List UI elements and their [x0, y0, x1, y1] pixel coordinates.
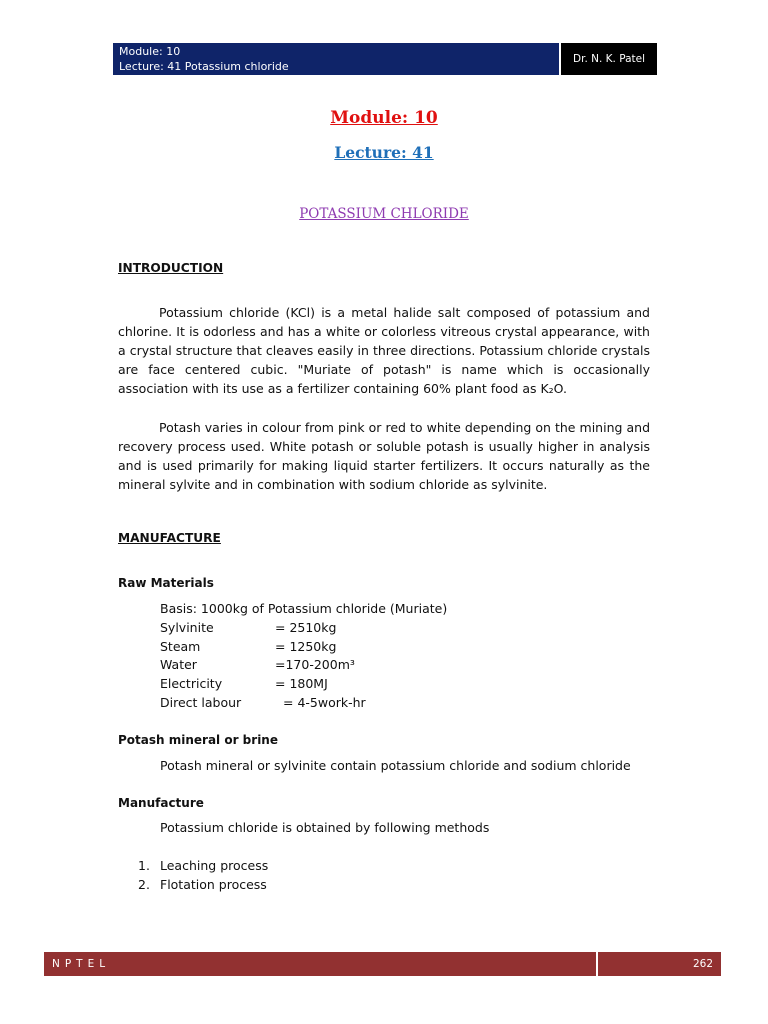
- header-module-line: Module: 10: [119, 45, 181, 58]
- module-title: Module: 10: [330, 108, 438, 128]
- header-lecture-line: Lecture: 41 Potassium chloride: [119, 60, 289, 73]
- intro-paragraph-2: Potash varies in colour from pink or red to white depending on the mining and recovery process used. White potash or soluble potash is usually higher in analysis and is used primarily for making liquid starter fertilizers. It occurs naturally as the mineral sylvite and in combination with sodium chloride as sylvinite.: [118, 420, 650, 492]
- page-number: 262: [692, 958, 713, 970]
- intro-paragraph-1: Potassium chloride (KCl) is a metal halide salt composed of potassium and chlorine. It is odorless and has a white or colorless vitreous crystal appearance, with a crystal structure that cleaves easily in three directions. Potassium chloride crystals are face centered cubic. "Muriate of potash" is name which is occasionally association with its use as a fertilizer containing 60% plant food as K₂O.: [118, 305, 650, 396]
- introduction-heading: INTRODUCTION: [118, 261, 224, 275]
- list-item-text: Flotation process: [160, 877, 267, 892]
- header-author: Dr. N. K. Patel: [573, 53, 645, 65]
- raw-material-value: = 1250kg: [275, 639, 337, 654]
- methods-list: [138, 856, 268, 894]
- raw-material-label: Sylvinite: [160, 620, 214, 635]
- list-item-text: Leaching process: [160, 858, 269, 873]
- raw-material-value: = 4-5work-hr: [283, 695, 366, 710]
- list-item: [138, 856, 268, 875]
- raw-materials-basis: Basis: 1000kg of Potassium chloride (Muriate): [160, 601, 448, 616]
- list-item: [138, 875, 268, 894]
- methods-intro: Potassium chloride is obtained by following methods: [160, 820, 490, 835]
- raw-material-label: Steam: [160, 639, 201, 654]
- manufacture-heading: MANUFACTURE: [118, 531, 221, 545]
- header-module-box: [113, 43, 559, 75]
- raw-material-label: Water: [160, 657, 197, 672]
- potash-mineral-text: Potash mineral or sylvinite contain potassium chloride and sodium chloride: [160, 758, 631, 773]
- potash-mineral-heading: Potash mineral or brine: [118, 733, 278, 747]
- raw-material-value: =170-200m³: [275, 657, 355, 672]
- header-author-box: [561, 43, 657, 75]
- raw-material-value: = 2510kg: [275, 620, 337, 635]
- raw-material-label: Electricity: [160, 676, 223, 691]
- topic-title: POTASSIUM CHLORIDE: [299, 206, 469, 222]
- raw-material-label: Direct labour: [160, 695, 242, 710]
- footer-page-bar: [598, 952, 721, 976]
- raw-material-value: = 180MJ: [275, 676, 328, 691]
- lecture-title: Lecture: 41: [334, 143, 434, 162]
- raw-materials-heading: Raw Materials: [118, 576, 214, 590]
- list-item-number: 2.: [138, 877, 150, 892]
- footer-label: NPTEL: [52, 958, 111, 970]
- footer-nptel-bar: [44, 952, 596, 976]
- manufacture-subheading: Manufacture: [118, 796, 204, 810]
- list-item-number: 1.: [138, 858, 150, 873]
